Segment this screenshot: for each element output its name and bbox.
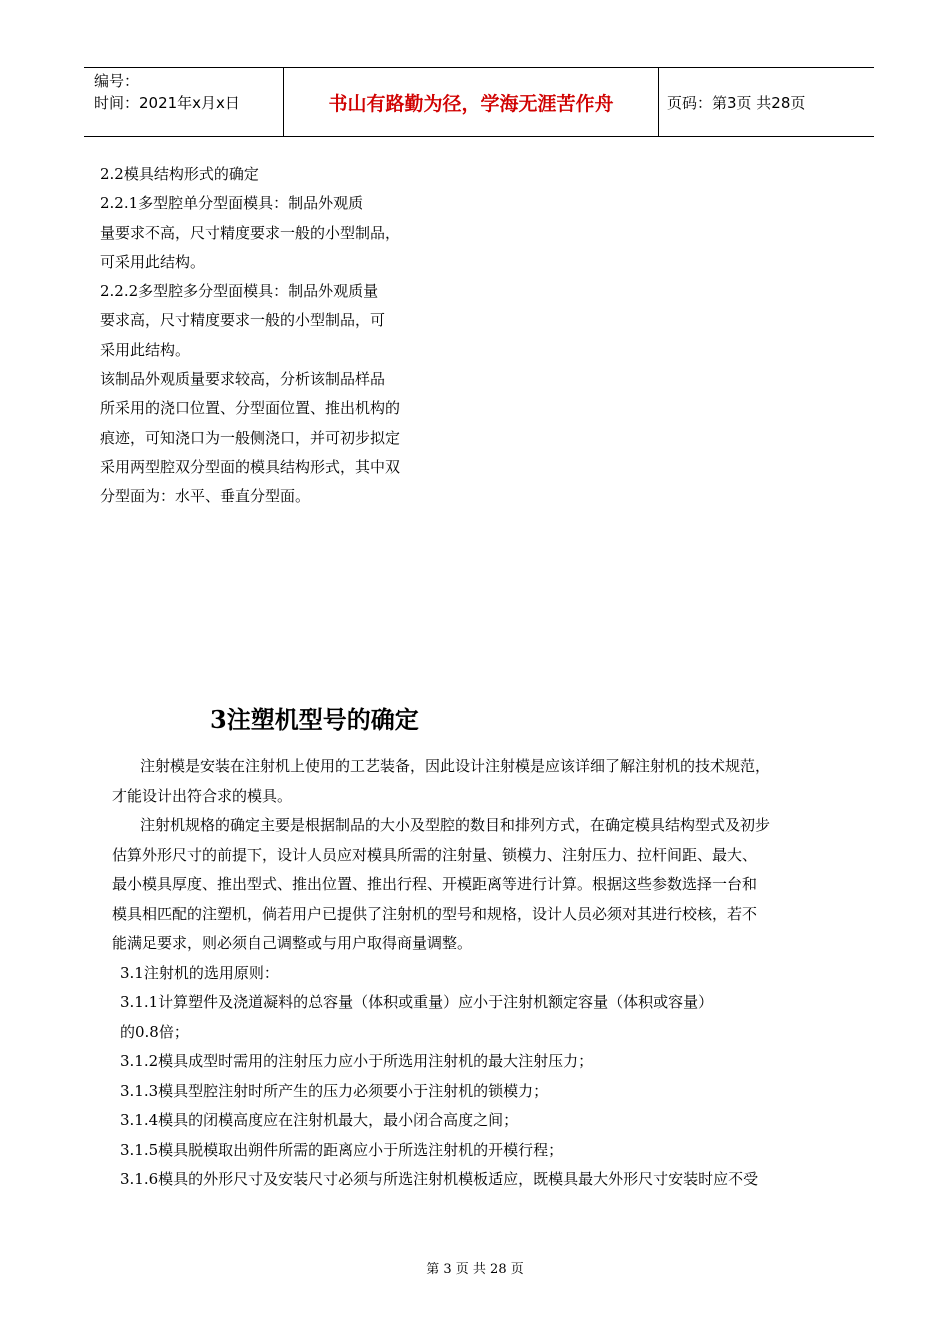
paragraph-line: 估算外形尺寸的前提下，设计人员应对模具所需的注射量、锁模力、注射压力、拉杆间距、最大、 (112, 845, 758, 864)
text-line: 该制品外观质量要求较高，分析该制品样品 (100, 370, 386, 389)
text-line: 要求高，尺寸精度要求一般的小型制品，可 (100, 311, 386, 330)
header-number-label: 编号： (94, 72, 140, 90)
paragraph-line: 最小模具厚度、推出型式、推出位置、推出行程、开模距离等进行计算。根据这些参数选择一台和 (112, 875, 758, 893)
text-line: 2.2.1多型腔单分型面模具：制品外观质 (100, 194, 364, 213)
text-line: 分型面为：水平、垂直分型面。 (100, 487, 311, 506)
text-line: 痕迹，可知浇口为一般侧浇口，并可初步拟定 (100, 428, 401, 447)
paragraph-line: 3.1.5模具脱模取出朔件所需的距离应小于所选注射机的开模行程； (120, 1140, 564, 1159)
header-time: 时间：2021年x月x日 (94, 94, 240, 112)
paragraph-line: 3.1.2模具成型时需用的注射压力应小于所选用注射机的最大注射压力； (120, 1052, 594, 1070)
text-line: 量要求不高，尺寸精度要求一般的小型制品， (100, 223, 401, 242)
paragraph-line: 注射模是安装在注射机上使用的工艺装备，因此设计注射模是应该详细了解注射机的技术规范， (140, 757, 771, 775)
chapter-body (112, 752, 852, 1195)
text-line: 采用此结构。 (100, 340, 191, 359)
paragraph-line: 3.1.3模具型腔注射时所产生的压力必须要小于注射机的锁模力； (120, 1081, 549, 1100)
paragraph-line: 3.1.6模具的外形尺寸及安装尺寸必须与所选注射机模板适应，既模具最大外形尺寸安装时应不受 (120, 1170, 759, 1188)
paragraph-line: 能满足要求，则必须自己调整或与用户取得商量调整。 (112, 934, 473, 952)
paragraph-line: 3.1注射机的选用原则： (120, 963, 279, 982)
paragraph-line: 3.1.1计算塑件及浇道凝料的总容量（体积或重量）应小于注射机额定容量（体积或容量） (120, 993, 714, 1011)
text-line: 2.2模具结构形式的确定 (100, 165, 259, 183)
paragraph-line: 注射机规格的确定主要是根据制品的大小及型腔的数目和排列方式，在确定模具结构型式及初步 (140, 816, 771, 834)
page-footer: 第 3 页 共 28 页 (426, 1262, 524, 1277)
header-table (84, 67, 874, 137)
text-line: 2.2.2多型腔多分型面模具：制品外观质量 (100, 282, 379, 301)
paragraph-line: 3.1.4模具的闭模高度应在注射机最大，最小闭合高度之间； (120, 1111, 519, 1129)
paragraph-line: 才能设计出符合求的模具。 (112, 786, 293, 805)
header-page-number: 页码：第3页 共28页 (667, 93, 806, 112)
header-left-cell (84, 68, 284, 136)
header-motto: 书山有路勤为径，学海无涯苦作舟 (284, 68, 659, 136)
paragraph-line: 模具相匹配的注塑机，倘若用户已提供了注射机的型号和规格，设计人员必须对其进行校核，若不 (112, 904, 758, 923)
text-line: 所采用的浇口位置、分型面位置、推出机构的 (100, 399, 401, 418)
text-line: 采用两型腔双分型面的模具结构形式，其中双 (100, 457, 401, 476)
chapter-title: 3注塑机型号的确定 (210, 705, 419, 734)
text-line: 可采用此结构。 (100, 252, 206, 271)
paragraph-line: 的0.8倍； (120, 1022, 189, 1041)
section-2-2 (100, 160, 460, 512)
